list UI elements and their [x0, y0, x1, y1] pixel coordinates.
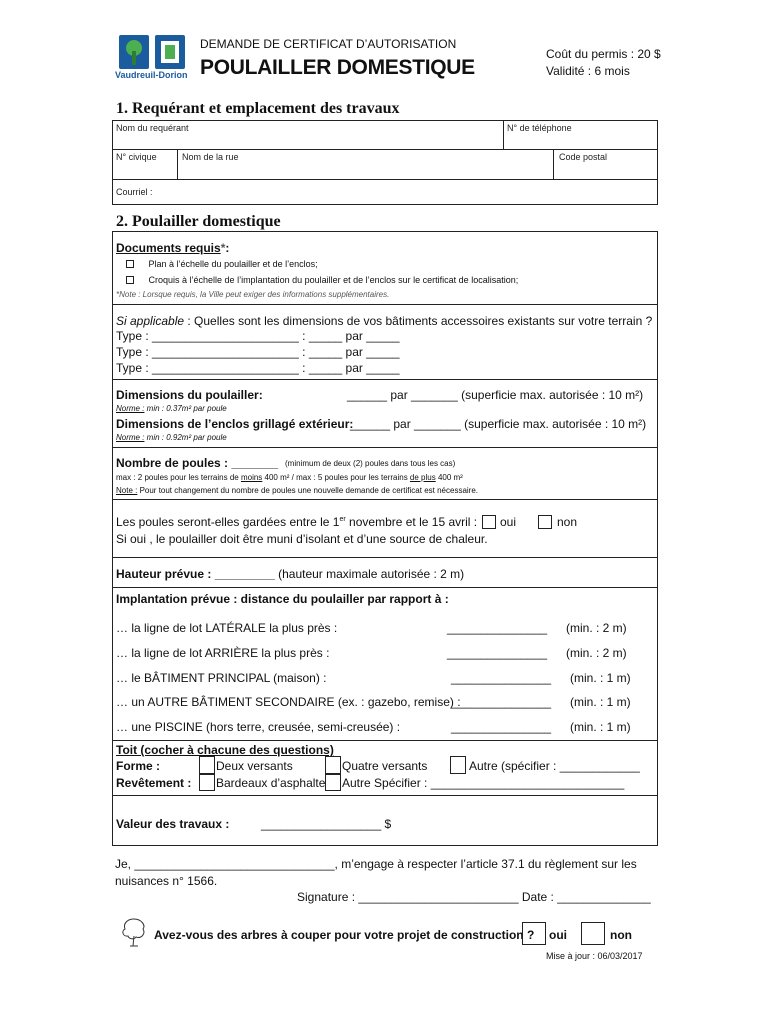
type-row[interactable]: Type : ______________________ : _____ par _____	[116, 329, 400, 343]
engagement-line2: nuisances n° 1566.	[115, 874, 218, 888]
postal-label: Code postal	[559, 152, 608, 162]
value-input[interactable]: __________________ $	[261, 817, 392, 831]
permit-cost: Coût du permis : 20 $	[546, 47, 661, 61]
logo-text: Vaudreuil-Dorion	[115, 70, 188, 80]
roof-four-checkbox[interactable]	[325, 756, 341, 774]
distance-input[interactable]: _______________	[451, 695, 552, 709]
divider	[113, 587, 657, 588]
winter-q-sup: er	[339, 516, 346, 523]
coop-dimensions-label: Dimensions du poulailler:	[116, 388, 263, 402]
doc1-label: Plan à l’échelle du poulailler et de l’enclos;	[148, 259, 318, 269]
distance-min: (min. : 1 m)	[570, 671, 631, 685]
coop-norm	[116, 404, 227, 413]
winter-note: Si oui , le poulailler doit être muni d’isolant et d’une source de chaleur.	[116, 532, 488, 546]
pen-dimensions-input[interactable]: ______ par _______ (superficie max. autorisée : 10 m²)	[350, 417, 647, 431]
roof-two-checkbox[interactable]	[199, 756, 215, 774]
type-row[interactable]: Type : ______________________ : _____ par _____	[116, 361, 400, 375]
postal-field[interactable]	[554, 150, 658, 179]
pen-dimensions-label: Dimensions de l’enclos grillagé extérieur:	[116, 417, 354, 431]
trees-yes-label: oui	[549, 928, 567, 942]
divider	[113, 557, 657, 558]
distance-input[interactable]: _______________	[451, 720, 552, 734]
pen-norm-text: min : 0.92m² par poule	[144, 433, 227, 442]
covering-asphalt-label: Bardeaux d’asphalte	[216, 776, 326, 790]
civic-field[interactable]	[113, 150, 177, 179]
distance-input[interactable]: _______________	[447, 646, 548, 660]
divider	[113, 795, 657, 796]
winter-no-label: non	[557, 515, 578, 529]
email-field[interactable]	[113, 180, 658, 205]
covering-label: Revêtement :	[116, 776, 192, 790]
distance-label: … le BÂTIMENT PRINCIPAL (maison) :	[116, 671, 327, 685]
hens-note-text: Pour tout changement du nombre de poules une nouvelle demande de certificat est nécessaire.	[137, 486, 479, 495]
height-max: (hauteur maximale autorisée : 2 m)	[274, 567, 465, 581]
trees-no-label: non	[610, 928, 632, 942]
divider	[113, 740, 657, 741]
implantation-title: Implantation prévue : distance du poulailler par rapport à :	[116, 592, 449, 606]
roof-other-checkbox[interactable]	[450, 756, 466, 774]
covering-asphalt-checkbox[interactable]	[199, 774, 215, 791]
winter-no-checkbox[interactable]	[538, 515, 552, 529]
form-subject: POULAILLER DOMESTIQUE	[200, 56, 475, 79]
permit-validity: Validité : 6 mois	[546, 64, 630, 78]
value-label: Valeur des travaux :	[116, 817, 230, 831]
email-label: Courriel :	[116, 187, 153, 197]
distance-input[interactable]: _______________	[451, 671, 552, 685]
accessory-question	[116, 314, 652, 328]
winter-q-b: novembre et le 15 avril :	[345, 515, 478, 529]
docs-colon: :	[225, 241, 230, 255]
doc1-checkbox[interactable]	[126, 260, 134, 268]
hens-max-b: 400 m² / max : 5 poules pour les terrains	[262, 473, 410, 482]
distance-input[interactable]: _______________	[447, 621, 548, 635]
hens-maximum	[116, 473, 463, 482]
docs-note: *Note : Lorsque requis, la Ville peut exiger des informations supplémentaires.	[116, 290, 390, 299]
section2-box	[112, 231, 658, 846]
roof-two-label: Deux versants	[216, 759, 293, 773]
trees-question: Avez-vous des arbres à couper pour votre projet de construction ?	[154, 928, 535, 942]
coop-norm-label: Norme :	[116, 404, 145, 413]
section2-title: 2. Poulailler domestique	[116, 213, 281, 230]
accessory-prefix: Si applicable	[116, 314, 185, 328]
distance-label: … la ligne de lot LATÉRALE la plus près :	[116, 621, 338, 635]
distance-min: (min. : 2 m)	[566, 646, 627, 660]
phone-field[interactable]	[504, 121, 658, 149]
pen-norm	[116, 433, 227, 442]
covering-other-checkbox[interactable]	[325, 774, 341, 791]
hens-max-c: 400 m²	[435, 473, 463, 482]
divider	[113, 379, 657, 380]
name-field[interactable]	[113, 121, 503, 149]
hens-max-a: max : 2 poules pour les terrains de	[116, 473, 241, 482]
roof-title: Toit (cocher à chacune des questions)	[116, 743, 334, 757]
docs-title	[116, 241, 229, 255]
trees-yes-checkbox[interactable]	[522, 922, 546, 945]
hens-minimum: (minimum de deux (2) poules dans tous les cas)	[285, 459, 456, 468]
trees-no-checkbox[interactable]	[581, 922, 605, 945]
height-input[interactable]: Hauteur prévue : _________	[116, 567, 275, 581]
winter-yes-checkbox[interactable]	[482, 515, 496, 529]
doc2-label: Croquis à l’échelle de l’implantation du poulailler et de l’enclos sur le certificat de localisation;	[148, 275, 519, 285]
winter-q-a: Les poules seront-elles gardées entre le 1	[116, 515, 340, 529]
height-row	[116, 567, 464, 581]
hens-note-label: Note :	[116, 486, 138, 495]
covering-other-input[interactable]: Autre Spécifier : _____________________________	[342, 776, 625, 790]
roof-other-input[interactable]: Autre (spécifier : ____________	[469, 759, 640, 773]
divider	[113, 447, 657, 448]
name-label: Nom du requérant	[116, 123, 189, 133]
hens-note	[116, 486, 478, 495]
signature-line[interactable]: Signature : ________________________ Date : ______________	[297, 890, 651, 904]
civic-label: N° civique	[116, 152, 157, 162]
distance-label: … une PISCINE (hors terre, creusée, semi-creusée) :	[116, 720, 401, 734]
tree-icon	[119, 916, 149, 948]
hens-max-plus: de plus	[409, 473, 436, 482]
hens-count-input[interactable]: Nombre de poules : _______	[116, 456, 279, 470]
section1-title: 1. Requérant et emplacement des travaux	[116, 100, 400, 117]
distance-min: (min. : 1 m)	[570, 720, 631, 734]
type-row[interactable]: Type : ______________________ : _____ par _____	[116, 345, 400, 359]
doc-item	[126, 259, 318, 269]
phone-label: N° de téléphone	[507, 123, 572, 133]
accessory-text: : Quelles sont les dimensions de vos bâtiments accessoires existants sur votre terrain ?	[184, 314, 653, 328]
divider	[113, 499, 657, 500]
pen-norm-label: Norme :	[116, 433, 145, 442]
roof-form-label: Forme :	[116, 759, 161, 773]
distance-min: (min. : 2 m)	[566, 621, 627, 635]
doc-item	[126, 275, 518, 285]
roof-four-label: Quatre versants	[342, 759, 428, 773]
coop-norm-text: min : 0.37m² par poule	[144, 404, 227, 413]
form-title: DEMANDE DE CERTIFICAT D’AUTORISATION	[200, 37, 457, 51]
coop-dimensions-input[interactable]: ______ par _______ (superficie max. autorisée : 10 m²)	[347, 388, 644, 402]
docs-star: *	[220, 241, 226, 255]
winter-question	[116, 515, 477, 529]
winter-yes-label: oui	[500, 515, 517, 529]
update-date: Mise à jour : 06/03/2017	[546, 951, 643, 961]
docs-title-text: Documents requis	[116, 241, 221, 255]
distance-min: (min. : 1 m)	[570, 695, 631, 709]
engagement-line[interactable]: Je, ______________________________, m’engage à respecter l’article 37.1 du règlement sur les	[115, 857, 637, 871]
hens-max-moins: moins	[240, 473, 263, 482]
street-field[interactable]	[178, 150, 553, 179]
doc2-checkbox[interactable]	[126, 276, 134, 284]
city-logo	[117, 33, 189, 83]
distance-label: … la ligne de lot ARRIÈRE la plus près :	[116, 646, 330, 660]
street-label: Nom de la rue	[182, 152, 239, 162]
distance-label: … un AUTRE BÂTIMENT SECONDAIRE (ex. : gazebo, remise) :	[116, 695, 461, 709]
section1-box	[112, 120, 658, 205]
permit-info	[546, 46, 661, 80]
divider	[113, 304, 657, 305]
